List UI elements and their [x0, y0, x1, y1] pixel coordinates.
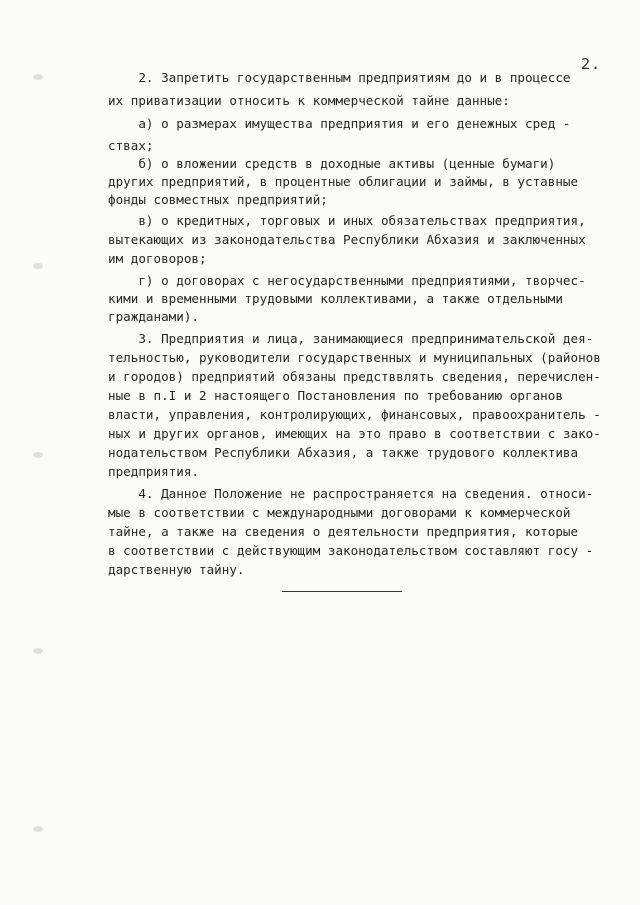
text-line: вытекающих из законодательства Республики Абхазия и заключенных	[108, 232, 586, 247]
text-line: 2. Запретить государственным предприятиям до и в процессе	[108, 70, 571, 85]
text-line: ные в п.I и 2 настоящего Постановления по требованию органов	[108, 388, 563, 403]
text-line: их приватизации относить к коммерческой тайне данные:	[108, 93, 510, 108]
binding-hole-mark	[33, 74, 43, 80]
text-line: в соответствии с действующим законодательством составляют госу -	[108, 543, 594, 558]
binding-hole-mark	[33, 263, 43, 269]
text-line: кими и временными трудовыми коллективами, а также отдельными	[108, 291, 563, 306]
text-line: ных и других органов, имеющих на это право в соответствии с зако-	[108, 426, 601, 441]
binding-hole-mark	[33, 452, 43, 458]
text-line: а) о размерах имущества предприятия и его денежных сред -	[108, 116, 571, 131]
text-line: гражданами).	[108, 309, 199, 324]
text-line: дарственную тайну.	[108, 562, 245, 577]
text-line: других предприятий, в процентные облигации и займы, в уставные	[108, 174, 579, 189]
text-line: нодательством Республики Абхазия, а также трудового коллектива	[108, 445, 579, 460]
text-line: б) о вложении средств в доходные активы (ценные бумаги)	[108, 156, 556, 171]
binding-hole-mark	[33, 648, 43, 654]
text-line: тельностью, руководители государственных и муниципальных (районов	[108, 350, 601, 365]
text-line: тайне, а также на сведения о деятельности предприятия, которые	[108, 524, 579, 539]
text-line: и городов) предприятий обязаны предстввлять сведения, перечислен-	[108, 369, 601, 384]
text-line: г) о договорах с негосударственными предприятиями, творчес-	[108, 273, 586, 288]
text-line: предприятия.	[108, 464, 199, 479]
text-line: власти, управления, контролирующих, финансовых, правоохранитель -	[108, 407, 601, 422]
text-line: им договоров;	[108, 251, 207, 266]
text-line: фонды совместных предприятий;	[108, 192, 328, 207]
text-line: 3. Предприятия и лица, занимающиеся предпринимательской дея-	[108, 331, 594, 346]
text-line: в) о кредитных, торговых и иных обязательствах предприятия,	[108, 213, 586, 228]
text-line: мые в соответствии с международными договорами к коммерческой	[108, 505, 571, 520]
closing-rule	[282, 591, 402, 592]
text-line: 4. Данное Положение не распространяется на сведения. относи-	[108, 486, 594, 501]
text-line: ствах;	[108, 138, 154, 153]
binding-hole-mark	[33, 826, 43, 832]
page-number: 2.	[581, 55, 602, 73]
